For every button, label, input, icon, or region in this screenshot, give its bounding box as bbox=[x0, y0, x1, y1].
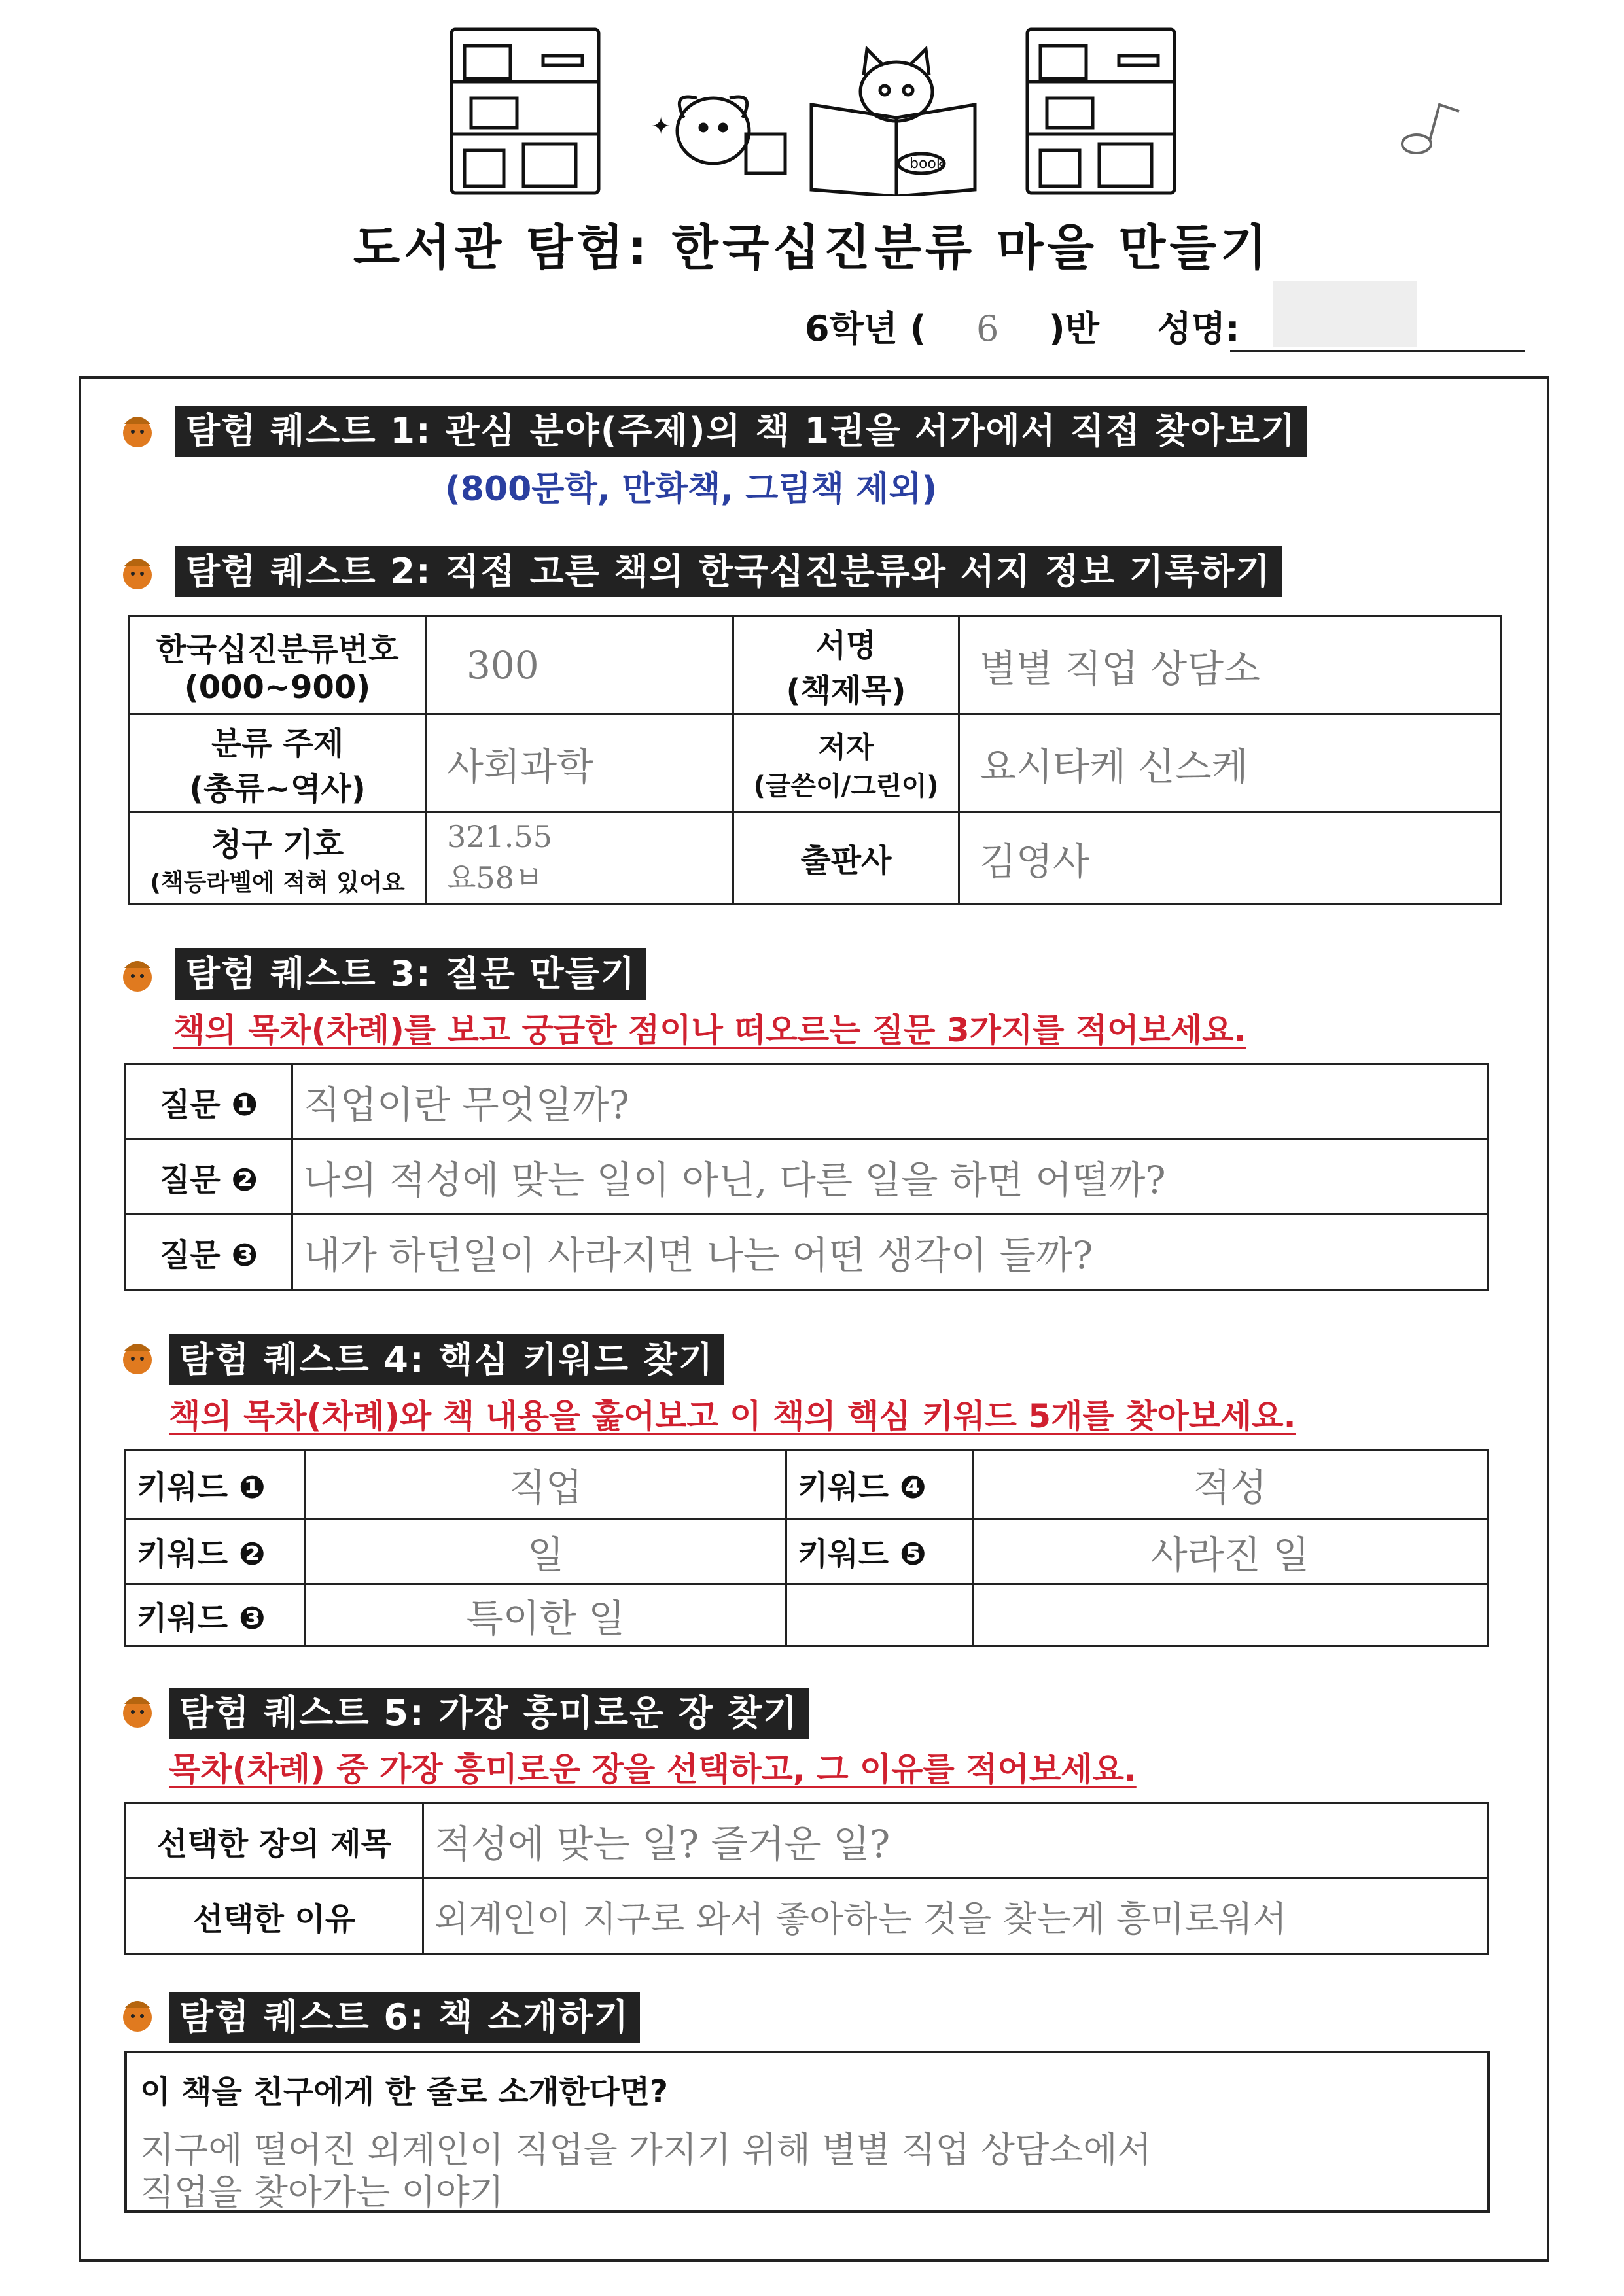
header-illustration bbox=[393, 20, 1466, 196]
kdc-number-value[interactable]: 300 bbox=[427, 616, 733, 714]
explorer-icon bbox=[118, 553, 157, 592]
reason-label: 선택한 이유 bbox=[126, 1879, 423, 1954]
quest4-instruction: 책의 목차(차례)와 책 내용을 훑어보고 이 책의 핵심 키워드 5개를 찾아보세요. bbox=[169, 1397, 1296, 1435]
empty-cell bbox=[786, 1584, 973, 1646]
intro-box bbox=[124, 2051, 1490, 2213]
reason-value[interactable]: 외계인이 지구로 와서 좋아하는 것을 찾는게 흥미로워서 bbox=[423, 1879, 1488, 1954]
keyword-2-value[interactable]: 일 bbox=[306, 1519, 786, 1584]
quest1-title: 탐험 퀘스트 1: 관심 분야(주제)의 책 1권을 서가에서 직접 찾아보기 bbox=[175, 406, 1307, 457]
keyword-3-value[interactable]: 특이한 일 bbox=[306, 1584, 786, 1646]
class-suffix: )반 bbox=[1049, 308, 1099, 349]
book-title-value[interactable]: 별별 직업 상담소 bbox=[959, 616, 1501, 714]
question-1-answer[interactable]: 직업이란 무엇일까? bbox=[292, 1064, 1488, 1139]
svg-text:✦: ✦ bbox=[651, 113, 671, 140]
name-redaction bbox=[1273, 281, 1417, 347]
quest6-title: 탐험 퀘스트 6: 책 소개하기 bbox=[169, 1992, 640, 2043]
questions-table bbox=[124, 1063, 1489, 1291]
explorer-icon bbox=[118, 411, 157, 450]
grade-line bbox=[805, 301, 1240, 351]
keyword-4-label: 키워드 ❹ bbox=[786, 1450, 973, 1519]
subject-label: 분류 주제 (총류~역사) bbox=[129, 714, 427, 812]
question-3-label: 질문 ❸ bbox=[126, 1215, 292, 1290]
keyword-1-label: 키워드 ❶ bbox=[126, 1450, 306, 1519]
kdc-number-label: 한국십진분류번호 (000~900) bbox=[129, 616, 427, 714]
keyword-3-label: 키워드 ❸ bbox=[126, 1584, 306, 1646]
class-value[interactable]: 6 bbox=[976, 308, 999, 349]
quest5-title: 탐험 퀘스트 5: 가장 흥미로운 장 찾기 bbox=[169, 1688, 809, 1739]
keywords-table bbox=[124, 1449, 1489, 1647]
call-number-value[interactable]: 321.55 요58ㅂ bbox=[427, 812, 733, 904]
intro-answer-line1[interactable]: 지구에 떨어진 외계인이 직업을 가지기 위해 별별 직업 상담소에서 bbox=[140, 2129, 1152, 2170]
quest3-instruction: 책의 목차(차례)를 보고 궁금한 점이나 떠오르는 질문 3가지를 적어보세요. bbox=[173, 1011, 1246, 1049]
question-1-label: 질문 ❶ bbox=[126, 1064, 292, 1139]
quest4-title: 탐험 퀘스트 4: 핵심 키워드 찾기 bbox=[169, 1334, 724, 1385]
publisher-label: 출판사 bbox=[733, 812, 959, 904]
grade-prefix: 6학년 ( bbox=[805, 308, 927, 349]
explorer-icon bbox=[118, 1995, 157, 2034]
intro-prompt: 이 책을 친구에게 한 줄로 소개한다면? bbox=[140, 2074, 668, 2110]
music-note-icon bbox=[1402, 105, 1459, 153]
question-2-label: 질문 ❷ bbox=[126, 1139, 292, 1215]
bookshelf-left-icon bbox=[451, 29, 599, 193]
author-label: 저자 (글쓴이/그린이) bbox=[733, 714, 959, 812]
intro-answer-line2[interactable]: 직업을 찾아가는 이야기 bbox=[140, 2172, 504, 2213]
publisher-value[interactable]: 김영사 bbox=[959, 812, 1501, 904]
page-title: 도서관 탐험: 한국십진분류 마을 만들기 bbox=[353, 220, 1271, 276]
cat-reading-icon bbox=[811, 49, 975, 196]
explorer-icon bbox=[118, 1338, 157, 1377]
keyword-2-label: 키워드 ❷ bbox=[126, 1519, 306, 1584]
chapter-table bbox=[124, 1802, 1489, 1955]
question-3-answer[interactable]: 내가 하던일이 사라지면 나는 어떤 생각이 들까? bbox=[292, 1215, 1488, 1290]
author-value[interactable]: 요시타케 신스케 bbox=[959, 714, 1501, 812]
keyword-1-value[interactable]: 직업 bbox=[306, 1450, 786, 1519]
chapter-title-value[interactable]: 적성에 맞는 일? 즐거운 일? bbox=[423, 1803, 1488, 1879]
explorer-icon bbox=[118, 1691, 157, 1730]
quest1-note: (800문학, 만화책, 그림책 제외) bbox=[445, 470, 938, 509]
bibliography-table bbox=[128, 615, 1502, 905]
name-underline bbox=[1230, 350, 1525, 352]
subject-value[interactable]: 사회과학 bbox=[427, 714, 733, 812]
call-number-label: 청구 기호 (책등라벨에 적혀 있어요 bbox=[129, 812, 427, 904]
bookshelf-right-icon bbox=[1027, 29, 1174, 193]
keyword-4-value[interactable]: 적성 bbox=[973, 1450, 1488, 1519]
quest3-title: 탐험 퀘스트 3: 질문 만들기 bbox=[175, 948, 646, 1000]
book-title-label: 서명 (책제목) bbox=[733, 616, 959, 714]
quest5-instruction: 목차(차례) 중 가장 흥미로운 장을 선택하고, 그 이유를 적어보세요. bbox=[169, 1750, 1137, 1788]
dog-reading-icon bbox=[677, 97, 785, 173]
quest2-title: 탐험 퀘스트 2: 직접 고른 책의 한국십진분류와 서지 정보 기록하기 bbox=[175, 546, 1282, 597]
book-label: book bbox=[909, 156, 945, 172]
keyword-5-label: 키워드 ❺ bbox=[786, 1519, 973, 1584]
keyword-5-value[interactable]: 사라진 일 bbox=[973, 1519, 1488, 1584]
empty-cell bbox=[973, 1584, 1488, 1646]
explorer-icon bbox=[118, 955, 157, 994]
question-2-answer[interactable]: 나의 적성에 맞는 일이 아닌, 다른 일을 하면 어떨까? bbox=[292, 1139, 1488, 1215]
name-label: 성명: bbox=[1157, 308, 1240, 349]
chapter-title-label: 선택한 장의 제목 bbox=[126, 1803, 423, 1879]
